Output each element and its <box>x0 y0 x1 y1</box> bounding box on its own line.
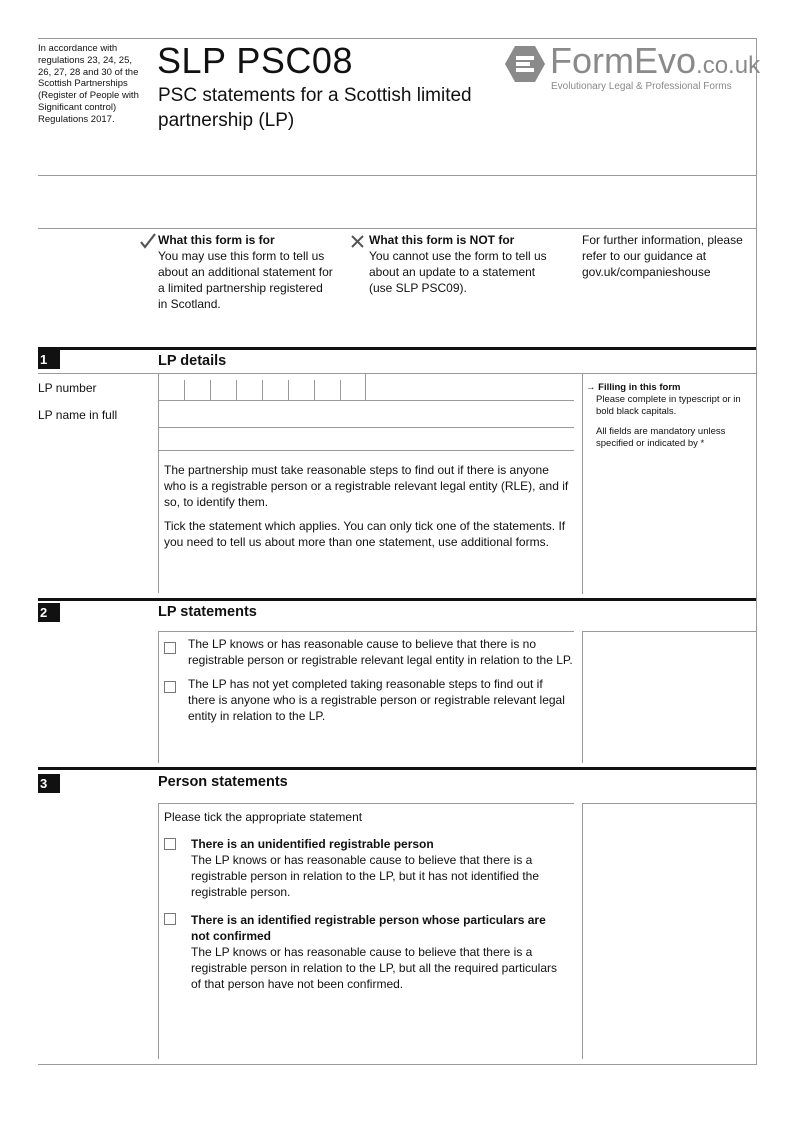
person-statement1 <box>191 836 576 900</box>
section-number-1: 1 <box>38 350 60 369</box>
person-statement2-checkbox[interactable] <box>164 913 176 925</box>
section1-title: LP details <box>158 353 227 369</box>
lp-number-field[interactable] <box>158 374 366 400</box>
arrow-right-icon: → <box>586 382 599 393</box>
section1-para2: Tick the statement which applies. You can only tick one of the statements. If you need to tell us about more than one statement, use additional forms. <box>164 519 566 549</box>
side-heading: Filling in this form <box>598 382 681 393</box>
side-body1: Please complete in typescript or in bold black capitals. <box>596 393 741 417</box>
what-for-body: You may use this form to tell us about an additional statement for a limited partnership registered in Scotland. <box>158 249 333 311</box>
what-not-for-heading: What this form is NOT for <box>369 233 515 247</box>
lp-number-label: LP number <box>38 381 97 395</box>
section1-para1: The partnership must take reasonable steps to find out if there is anyone who is a registrable person or a registrable relevant legal entity (RLE), and if so, to identify them. <box>164 463 569 509</box>
lp-statement1-checkbox[interactable] <box>164 642 176 654</box>
logo-tagline: Evolutionary Legal & Professional Forms <box>551 81 732 92</box>
lp-statement1-text: The LP knows or has reasonable cause to believe that there is no registrable person or registrable relevant legal entity in relation to the LP. <box>188 637 573 667</box>
what-for-heading: What this form is for <box>158 233 275 247</box>
person-statement1-heading: There is an unidentified registrable person <box>191 837 434 851</box>
person-statement2-body: The LP knows or has reasonable cause to believe that there is a registrable person in relation to the LP, but all the required particulars of that person have not been confirmed. <box>191 945 557 991</box>
cross-icon <box>351 235 364 248</box>
form-code: SLP PSC08 <box>157 40 353 81</box>
person-statement2 <box>191 912 566 992</box>
lp-name-field-line2[interactable] <box>158 428 574 451</box>
form-title <box>158 83 472 133</box>
lp-statement2-checkbox[interactable] <box>164 681 176 693</box>
person-statement2-heading: There is an identified registrable person whose particulars are not confirmed <box>191 913 546 943</box>
section2-title: LP statements <box>158 604 257 620</box>
section-number-2: 2 <box>38 603 60 622</box>
what-not-for-body: You cannot use the form to tell us about an update to a statement (use SLP PSC09). <box>369 249 547 295</box>
lp-name-label: LP name in full <box>38 408 118 422</box>
further-info: For further information, please refer to our guidance at gov.uk/companieshouse <box>582 233 743 279</box>
person-statement1-checkbox[interactable] <box>164 838 176 850</box>
form-title-line1: PSC statements for a Scottish limited <box>158 85 472 106</box>
formevo-logo <box>505 40 761 94</box>
what-not-for-block <box>369 232 549 296</box>
person-statement1-body: The LP knows or has reasonable cause to believe that there is a registrable person in relation to the LP, but it has not identified the registrable person. <box>191 853 540 899</box>
checkmark-icon <box>140 233 156 249</box>
section-number-3: 3 <box>38 774 60 793</box>
regulation-note: In accordance with regulations 23, 24, 25, 26, 27, 28 and 30 of the Scottish Partnerships (Register of People with Significant control) Regulations 2017. <box>38 43 139 125</box>
section3-instruction: Please tick the appropriate statement <box>164 810 363 824</box>
logo-text-main: FormEvo <box>550 40 697 81</box>
logo-text-suffix: .co.uk <box>696 52 761 79</box>
side-body2: All fields are mandatory unless specified or indicated by * <box>596 426 726 450</box>
lp-name-field-line1[interactable] <box>158 401 574 428</box>
what-for-block <box>158 232 333 312</box>
section3-title: Person statements <box>158 774 288 790</box>
side-guidance <box>586 382 754 450</box>
lp-statement2-text: The LP has not yet completed taking reasonable steps to find out if there is anyone who is a registrable person or registrable relevant legal entity in relation to the LP. <box>188 677 565 723</box>
formevo-logo-icon <box>505 44 545 84</box>
form-title-line2: partnership (LP) <box>158 110 295 131</box>
